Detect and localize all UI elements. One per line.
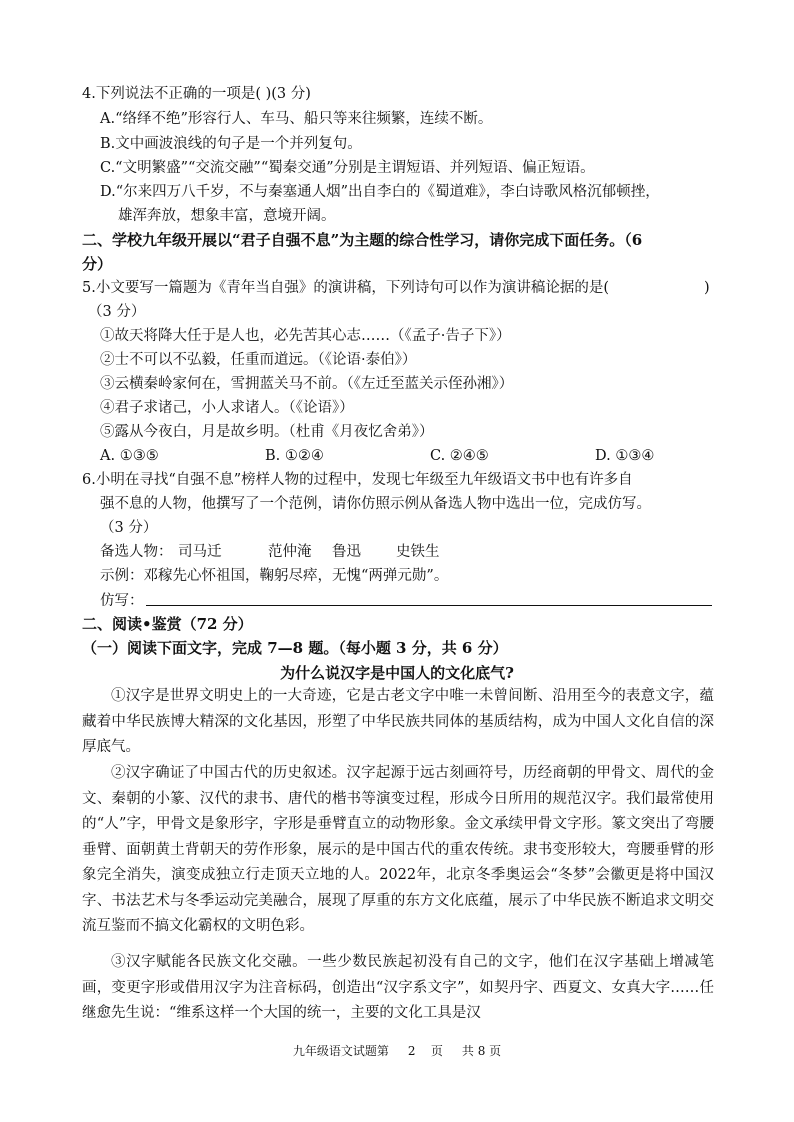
q5-option-d: D. ①③④ [595,448,655,464]
section3-heading: 二、阅读•鉴赏（72 分） [82,615,253,633]
q6-answer-line[interactable] [146,605,712,606]
page-footer [0,1042,794,1059]
article-title: 为什么说汉字是中国人的文化底气? [280,664,514,682]
q6-example: 示例：邓稼先心怀祖国，鞠躬尽瘁，无愧“两弹元勋”。 [100,568,449,584]
q4-stem: 4.下列说法不正确的一项是( )(3 分) [82,86,311,102]
q6-candidate: 鲁迅 [332,544,361,560]
q4-option-d-line2: 雄浑奔放，想象丰富，意境开阔。 [118,208,336,224]
q6-imitate-label: 仿写： [100,593,144,609]
q5-option-c: C. ②④⑤ [430,448,489,464]
article-paragraph-2: ②汉字确证了中国古代的历史叙述。汉字起源于远古刻画符号，历经商朝的甲骨文、周代的金文、秦朝的小篆、汉代的隶书、唐代的楷书等演变过程，形成今日所用的规范汉字。我们最常使用的“人”字，甲骨文是象形字，字形是垂臂直立的动物形象。金文承续甲骨文字形。篆文突出了弯腰垂臂、面朝黄土背朝天的劳作形象，展示的是中国古代的重农传统。隶书变形较大，弯腰垂臂的形象完全消失，演变成独立行走顶天立地的人。2022年，北京冬季奥运会“冬梦”会徽更是将中国汉字、书法艺术与冬季运动完美融合，展现了厚重的东方文化底蕴，展示了中华民族不断追求文明交流互鉴而不搞文化霸权的文明色彩。 [82,765,714,934]
q4-option-d-line1: D.“尔来四万八千岁，不与秦塞通人烟”出自李白的《蜀道难》，李白诗歌风格沉郁顿挫， [100,184,660,200]
section2-heading-line1: 二、学校九年级开展以“君子自强不息”为主题的综合性学习，请你完成下面任务。（6 [82,231,643,249]
article-paragraph-3: ③汉字赋能各民族文化交融。一些少数民族起初没有自己的文字，他们在汉字基础上增减笔画，变更字形或借用汉字为注音标码，创造出“汉字系文字”，如契丹字、西夏文、女真大字……任继愈先生说：“维系这样一个大国的统一，主要的文化工具是汉 [82,954,714,1021]
footer-page-number: 2 [407,1044,416,1058]
footer-total-pages: 共 8 页 [461,1044,502,1058]
q4-option-c: C.“文明繁盛”“交流交融”“蜀秦交通”分别是主谓短语、并列短语、偏正短语。 [100,160,595,176]
q6-candidate: 司马迁 [178,544,222,560]
section3-subheading: （一）阅读下面文字，完成 7—8 题。（每小题 3 分，共 6 分） [82,639,508,657]
q5-item-2: ②士不可以不弘毅，任重而道远。（《论语·泰伯》） [100,352,417,368]
article-paragraph-1: ①汉字是世界文明史上的一大奇迹，它是古老文字中唯一未曾间断、沿用至今的表意文字，蕴藏着中华民族博大精深的文化基因，形塑了中华民族共同体的基质结构，成为中国人文化自信的深厚底气。 [82,688,714,755]
q6-stem-line1: 6.小明在寻找“自强不息”榜样人物的过程中，发现七年级至九年级语文书中也有许多自 [82,472,633,488]
footer-page-word: 页 [430,1044,443,1058]
q5-item-5: ⑤露从今夜白，月是故乡明。（杜甫《月夜忆舍弟》） [100,424,434,440]
q5-item-3: ③云横秦岭家何在，雪拥蓝关马不前。（《左迁至蓝关示侄孙湘》） [100,376,514,392]
q5-stem-line2: （3 分） [88,304,146,320]
q5-option-a: A. ①③⑤ [100,448,159,464]
q4-option-a: A.“络绎不绝”形容行人、车马、船只等来往频繁，连续不断。 [100,111,493,127]
q5-item-1: ①故天将降大任于是人也，必先苦其心志……（《孟子·告子下》） [100,328,511,344]
q6-stem-line3: （3 分） [100,520,158,536]
q6-candidate: 史铁生 [396,544,440,560]
q5-stem-line1: 5.小文要写一篇题为《青年当自强》的演讲稿，下列诗句可以作为演讲稿论据的是( [82,280,609,296]
q5-stem-close-paren: ) [704,280,710,296]
footer-label: 九年级语文试题第 [292,1044,389,1058]
q6-candidates-label: 备选人物： [100,544,173,560]
q5-option-b: B. ①②④ [265,448,324,464]
q4-option-b: B.文中画波浪线的句子是一个并列复句。 [100,136,362,152]
q5-item-4: ④君子求诸己，小人求诸人。（《论语》） [100,400,354,416]
section2-heading-line2: 分） [82,255,113,273]
q6-stem-line2: 强不息的人物，他撰写了一个范例，请你仿照示例从备选人物中选出一位，完成仿写。 [100,496,651,512]
q6-candidate: 范仲淹 [268,544,312,560]
